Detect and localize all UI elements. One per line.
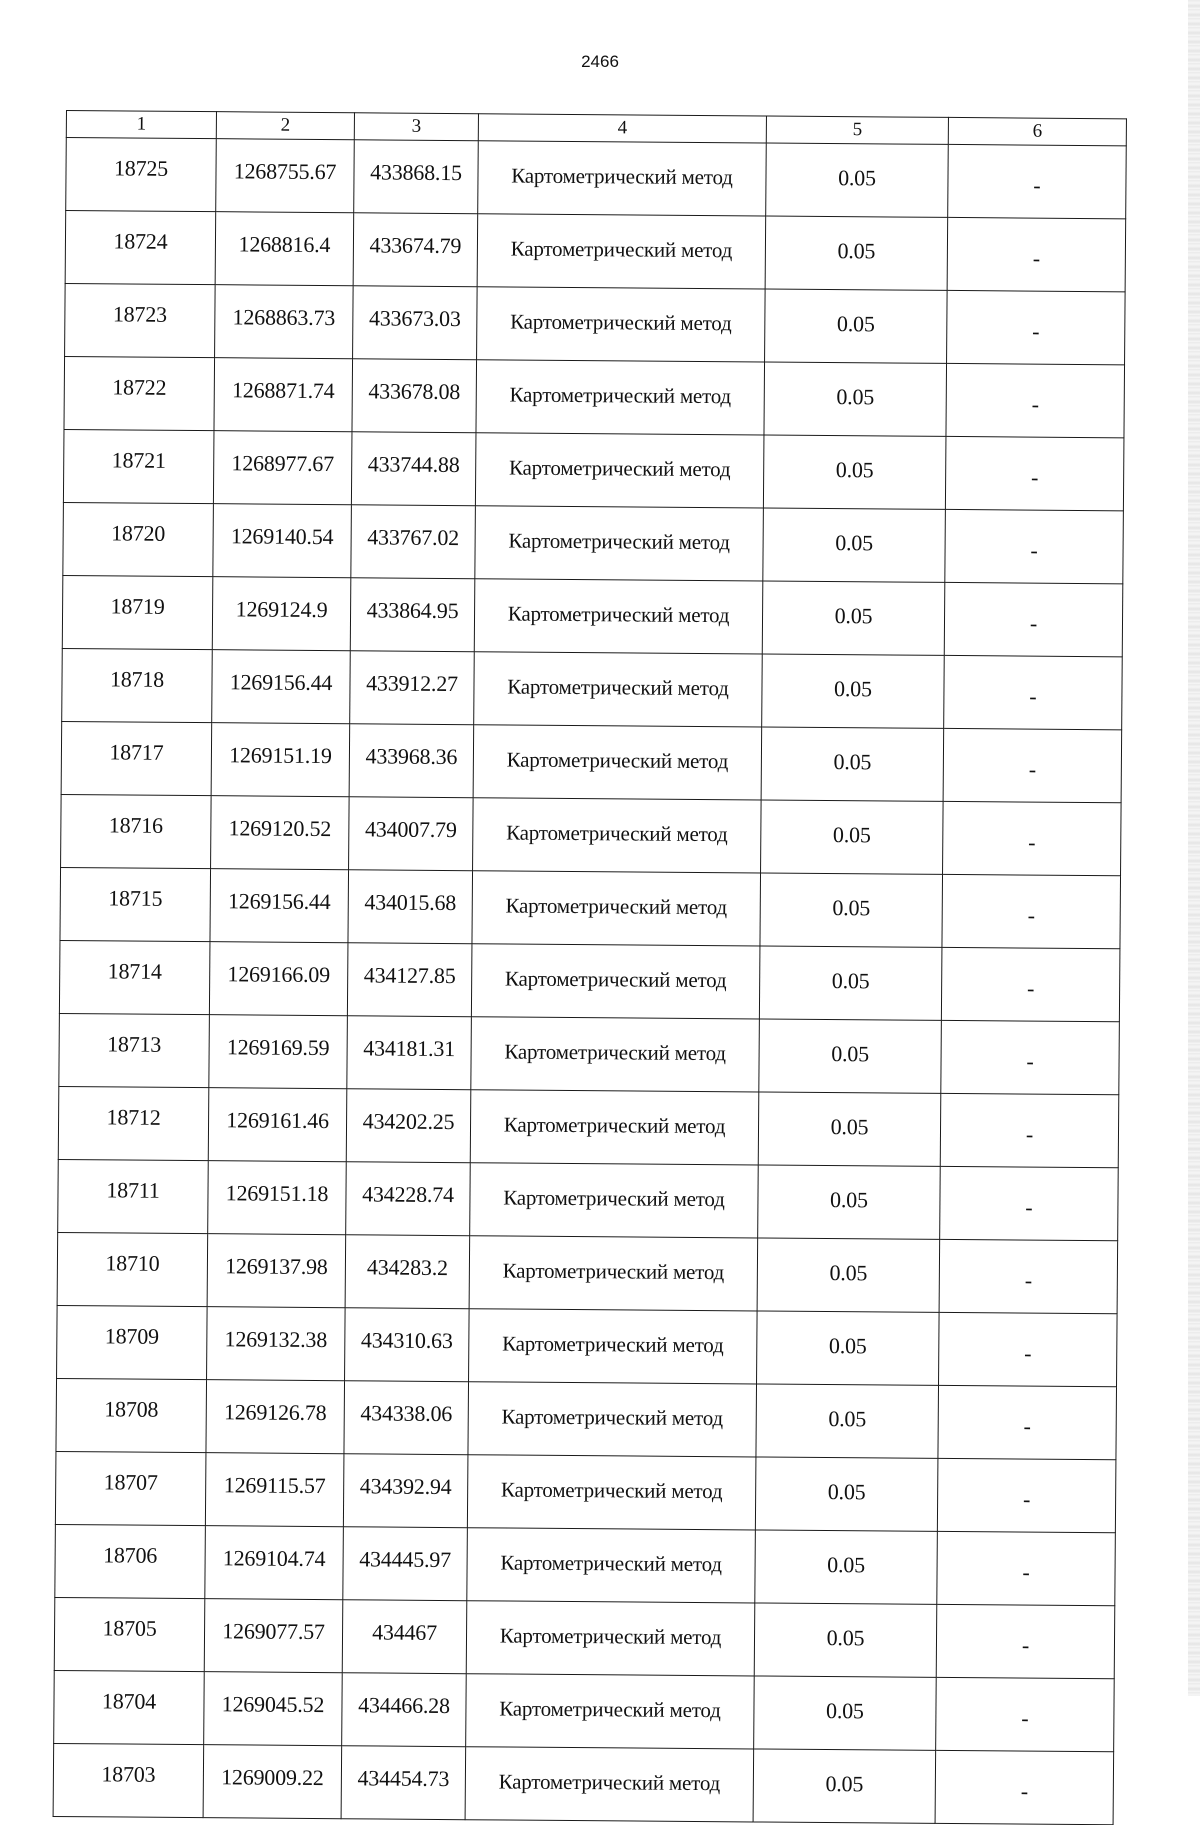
x-coordinate-cell: 1269009.22 — [203, 1745, 342, 1819]
point-number-cell: 18705 — [54, 1597, 205, 1671]
table-row — [58, 1159, 1119, 1240]
x-coordinate-cell: 1269137.98 — [207, 1234, 346, 1308]
method-cell: Картометрический метод — [473, 725, 762, 800]
accuracy-cell: 0.05 — [757, 1311, 940, 1385]
accuracy-cell: 0.05 — [754, 1603, 937, 1677]
method-cell: Картометрический метод — [475, 433, 764, 508]
table-row — [61, 721, 1122, 802]
accuracy-cell: 0.05 — [763, 435, 946, 509]
column-header: 3 — [354, 113, 478, 141]
x-coordinate-cell: 1269045.52 — [204, 1672, 343, 1746]
method-cell: Картометрический метод — [470, 1163, 759, 1238]
point-number-cell: 18725 — [66, 138, 217, 212]
table-row — [65, 283, 1126, 364]
method-cell: Картометрический метод — [474, 652, 763, 727]
y-coordinate-cell: 433767.02 — [351, 505, 476, 579]
point-number-cell: 18717 — [61, 721, 212, 795]
y-coordinate-cell: 434310.63 — [345, 1308, 470, 1382]
accuracy-cell: 0.05 — [766, 143, 949, 217]
note-cell: - — [944, 582, 1123, 656]
column-header: 1 — [66, 111, 216, 139]
y-coordinate-cell: 433744.88 — [351, 432, 476, 506]
method-cell: Картометрический метод — [466, 1674, 755, 1749]
x-coordinate-cell: 1269156.44 — [212, 650, 351, 724]
y-coordinate-cell: 433674.79 — [353, 213, 478, 287]
note-cell: - — [943, 728, 1122, 802]
accuracy-cell: 0.05 — [754, 1676, 937, 1750]
note-cell: - — [941, 947, 1120, 1021]
y-coordinate-cell: 434015.68 — [348, 870, 473, 944]
column-header: 2 — [216, 112, 354, 140]
table-row — [56, 1378, 1117, 1459]
accuracy-cell: 0.05 — [756, 1384, 939, 1458]
y-coordinate-cell: 434202.25 — [346, 1089, 471, 1163]
x-coordinate-cell: 1268863.73 — [215, 285, 354, 359]
x-coordinate-cell: 1269151.19 — [211, 723, 350, 797]
table-row — [58, 1086, 1119, 1167]
note-cell: - — [947, 217, 1126, 291]
point-number-cell: 18712 — [58, 1086, 209, 1160]
point-number-cell: 18716 — [61, 794, 212, 868]
table-row — [66, 138, 1127, 219]
x-coordinate-cell: 1269161.46 — [208, 1088, 347, 1162]
x-coordinate-cell: 1269169.59 — [209, 1015, 348, 1089]
accuracy-cell: 0.05 — [762, 581, 945, 655]
note-cell: - — [942, 874, 1121, 948]
point-number-cell: 18704 — [54, 1670, 205, 1744]
x-coordinate-cell: 1268977.67 — [213, 431, 352, 505]
table-row — [57, 1232, 1118, 1313]
x-coordinate-cell: 1268755.67 — [216, 139, 355, 213]
point-number-cell: 18723 — [65, 283, 216, 357]
note-cell: - — [935, 1750, 1114, 1824]
point-number-cell: 18708 — [56, 1378, 207, 1452]
y-coordinate-cell: 434466.28 — [342, 1673, 467, 1747]
column-header: 5 — [766, 116, 948, 144]
note-cell: - — [938, 1385, 1117, 1459]
accuracy-cell: 0.05 — [763, 508, 946, 582]
y-coordinate-cell: 434127.85 — [347, 943, 472, 1017]
accuracy-cell: 0.05 — [755, 1457, 938, 1531]
table-row — [63, 502, 1124, 583]
scan-edge — [1188, 0, 1200, 1696]
accuracy-cell: 0.05 — [758, 1165, 941, 1239]
table-row — [59, 1013, 1120, 1094]
method-cell: Картометрический метод — [473, 798, 762, 873]
x-coordinate-cell: 1269166.09 — [209, 942, 348, 1016]
accuracy-cell: 0.05 — [761, 800, 944, 874]
point-number-cell: 18722 — [64, 356, 215, 430]
x-coordinate-cell: 1268871.74 — [214, 358, 353, 432]
page-number: 2466 — [581, 52, 619, 71]
y-coordinate-cell: 434283.2 — [345, 1235, 470, 1309]
point-number-cell: 18710 — [57, 1232, 208, 1306]
accuracy-cell: 0.05 — [753, 1749, 936, 1823]
x-coordinate-cell: 1269140.54 — [213, 504, 352, 578]
point-number-cell: 18711 — [58, 1159, 209, 1233]
x-coordinate-cell: 1269126.78 — [206, 1380, 345, 1454]
accuracy-cell: 0.05 — [757, 1238, 940, 1312]
method-cell: Картометрический метод — [468, 1382, 757, 1457]
note-cell: - — [936, 1604, 1115, 1678]
y-coordinate-cell: 433678.08 — [352, 359, 477, 433]
table-row — [54, 1597, 1115, 1678]
y-coordinate-cell: 433912.27 — [350, 651, 475, 725]
note-cell: - — [945, 509, 1124, 583]
accuracy-cell: 0.05 — [764, 362, 947, 436]
table-row — [55, 1524, 1116, 1605]
table-row — [65, 211, 1126, 292]
note-cell: - — [946, 363, 1125, 437]
table-row — [59, 940, 1120, 1021]
coordinates-table — [53, 110, 1127, 1825]
method-cell: Картометрический метод — [477, 287, 766, 362]
y-coordinate-cell: 434392.94 — [343, 1454, 468, 1528]
note-cell: - — [943, 801, 1122, 875]
method-cell: Картометрический метод — [478, 141, 767, 216]
y-coordinate-cell: 434007.79 — [349, 797, 474, 871]
method-cell: Картометрический метод — [474, 579, 763, 654]
y-coordinate-cell: 434338.06 — [344, 1381, 469, 1455]
point-number-cell: 18714 — [59, 940, 210, 1014]
y-coordinate-cell: 434467 — [342, 1600, 467, 1674]
note-cell: - — [945, 436, 1124, 510]
point-number-cell: 18703 — [53, 1743, 204, 1817]
method-cell: Картометрический метод — [465, 1747, 754, 1822]
note-cell: - — [937, 1531, 1116, 1605]
accuracy-cell: 0.05 — [761, 727, 944, 801]
note-cell: - — [939, 1239, 1118, 1313]
point-number-cell: 18721 — [63, 429, 214, 503]
y-coordinate-cell: 434445.97 — [343, 1527, 468, 1601]
point-number-cell: 18718 — [62, 648, 213, 722]
accuracy-cell: 0.05 — [755, 1530, 938, 1604]
note-cell: - — [939, 1312, 1118, 1386]
table-row — [60, 867, 1121, 948]
method-cell: Картометрический метод — [469, 1236, 758, 1311]
point-number-cell: 18715 — [60, 867, 211, 941]
method-cell: Картометрический метод — [471, 944, 760, 1019]
method-cell: Картометрический метод — [469, 1309, 758, 1384]
note-cell: - — [940, 1093, 1119, 1167]
x-coordinate-cell: 1268816.4 — [215, 212, 354, 286]
table-row — [62, 575, 1123, 656]
table-row — [57, 1305, 1118, 1386]
accuracy-cell: 0.05 — [765, 289, 948, 363]
accuracy-cell: 0.05 — [758, 1092, 941, 1166]
note-cell: - — [948, 144, 1127, 218]
y-coordinate-cell: 433968.36 — [349, 724, 474, 798]
note-cell: - — [947, 290, 1126, 364]
note-cell: - — [937, 1458, 1116, 1532]
x-coordinate-cell: 1269115.57 — [205, 1453, 344, 1527]
column-header: 6 — [948, 117, 1126, 145]
y-coordinate-cell: 434454.73 — [341, 1746, 466, 1820]
point-number-cell: 18719 — [62, 575, 213, 649]
table-row — [64, 356, 1125, 437]
point-number-cell: 18724 — [65, 211, 216, 285]
y-coordinate-cell: 434181.31 — [347, 1016, 472, 1090]
table-row — [62, 648, 1123, 729]
table-row — [63, 429, 1124, 510]
x-coordinate-cell: 1269132.38 — [207, 1307, 346, 1381]
table-row — [61, 794, 1122, 875]
x-coordinate-cell: 1269124.9 — [212, 577, 351, 651]
column-header: 4 — [478, 114, 766, 143]
table-row — [54, 1670, 1115, 1751]
x-coordinate-cell: 1269077.57 — [204, 1599, 343, 1673]
accuracy-cell: 0.05 — [759, 1019, 942, 1093]
point-number-cell: 18706 — [55, 1524, 206, 1598]
method-cell: Картометрический метод — [467, 1528, 756, 1603]
point-number-cell: 18720 — [63, 502, 214, 576]
point-number-cell: 18713 — [59, 1013, 210, 1087]
note-cell: - — [944, 655, 1123, 729]
x-coordinate-cell: 1269104.74 — [205, 1526, 344, 1600]
x-coordinate-cell: 1269151.18 — [208, 1161, 347, 1235]
accuracy-cell: 0.05 — [762, 654, 945, 728]
note-cell: - — [941, 1020, 1120, 1094]
method-cell: Картометрический метод — [466, 1601, 755, 1676]
y-coordinate-cell: 433864.95 — [350, 578, 475, 652]
x-coordinate-cell: 1269156.44 — [210, 869, 349, 943]
method-cell: Картометрический метод — [470, 1090, 759, 1165]
y-coordinate-cell: 433868.15 — [354, 140, 479, 214]
note-cell: - — [940, 1166, 1119, 1240]
method-cell: Картометрический метод — [472, 871, 761, 946]
table-row — [55, 1451, 1116, 1532]
table-body — [53, 138, 1126, 1825]
x-coordinate-cell: 1269120.52 — [211, 796, 350, 870]
accuracy-cell: 0.05 — [760, 873, 943, 947]
method-cell: Картометрический метод — [471, 1017, 760, 1092]
note-cell: - — [936, 1677, 1115, 1751]
method-cell: Картометрический метод — [477, 214, 766, 289]
accuracy-cell: 0.05 — [765, 216, 948, 290]
point-number-cell: 18709 — [57, 1305, 208, 1379]
table-row — [53, 1743, 1114, 1824]
accuracy-cell: 0.05 — [759, 946, 942, 1020]
y-coordinate-cell: 433673.03 — [353, 286, 478, 360]
method-cell: Картометрический метод — [467, 1455, 756, 1530]
method-cell: Картометрический метод — [475, 506, 764, 581]
point-number-cell: 18707 — [55, 1451, 206, 1525]
y-coordinate-cell: 434228.74 — [346, 1162, 471, 1236]
method-cell: Картометрический метод — [476, 360, 765, 435]
